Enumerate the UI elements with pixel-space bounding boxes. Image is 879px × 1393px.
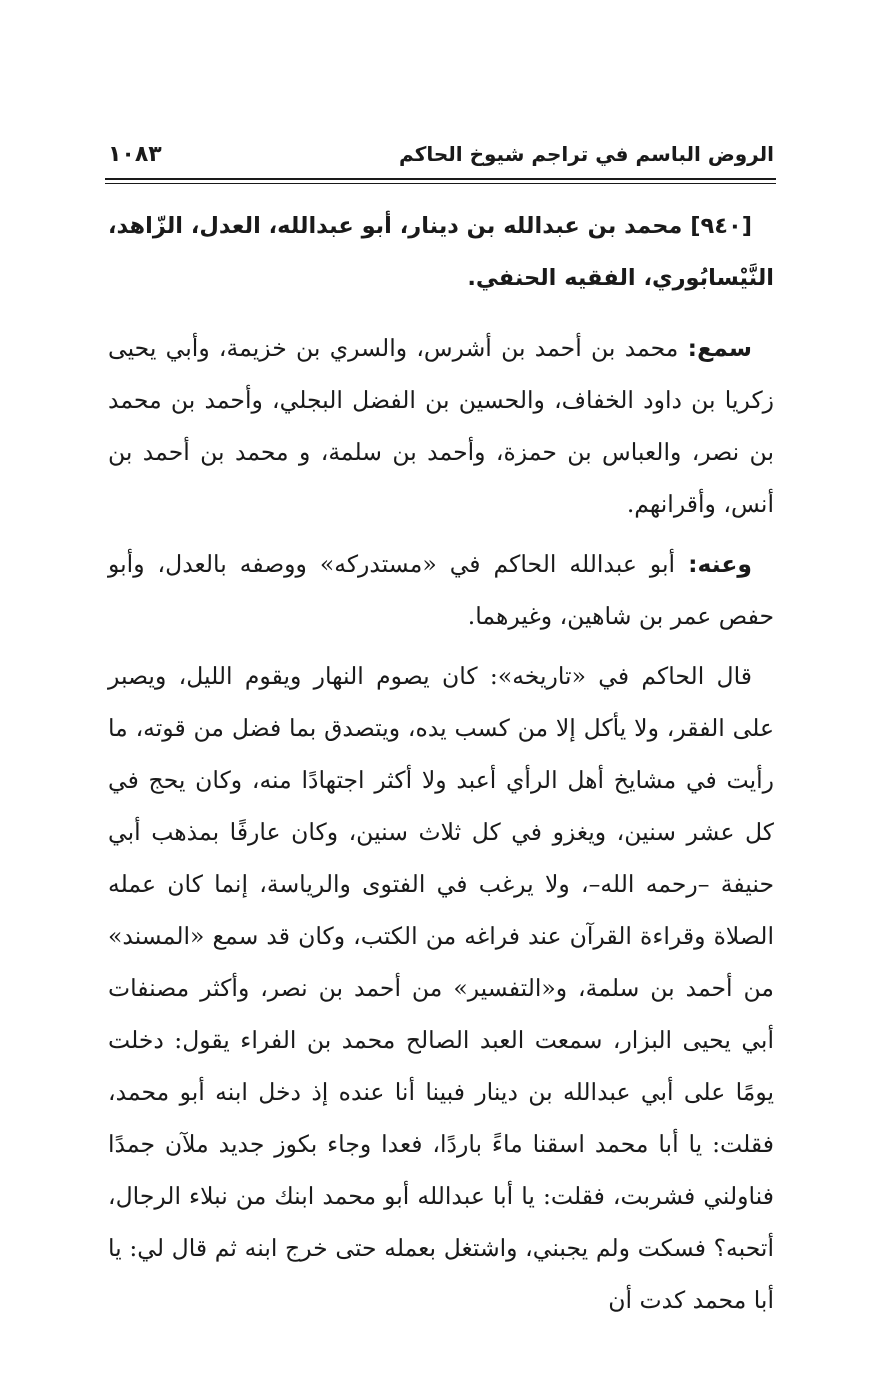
header-rule-thick [105,178,776,180]
heard-text: محمد بن أحمد بن أشرس، والسري بن خزيمة، وأبي يحيى زكريا بن داود الخفاف، والحسين بن الفضل البجلي، وأحمد بن محمد بن نصر، والعباس بن حمزة، وأحمد بن سلمة، و محمد بن أحمد بن أنس، وأقرانهم. [108,334,774,518]
running-header [108,132,774,176]
running-title: الروض الباسم في تراجم شيوخ الحاكم [399,142,774,166]
from-lead: وعنه: [688,550,752,578]
hakim-quote-paragraph: قال الحاكم في «تاريخه»: كان يصوم النهار ويقوم الليل، ويصبر على الفقر، ولا يأكل إلا من كسب يده، ويتصدق بما فضل من قوته، ما رأيت في مشايخ أهل الرأي أعبد ولا أكثر اجتهادًا منه، وكان يحج في كل عشر سنين، ويغزو في كل ثلاث سنين، وكان عارفًا بمذهب أبي حنيفة –رحمه الله–، ولا يرغب في الفتوى والرياسة، إنما كان عمله الصلاة وقراءة القرآن عند فراغه من الكتب، وكان قد سمع «المسند» من أحمد بن سلمة، و«التفسير» من أحمد بن نصر، وأكثر مصنفات أبي يحيى البزار، سمعت العبد الصالح محمد بن الفراء يقول: دخلت يومًا على أبي عبدالله بن دينار فبينا أنا عنده إذ دخل ابنه أبو محمد، فقلت: يا أبا محمد اسقنا ماءً باردًا، فعدا وجاء بكوز جديد ملآن جمدًا فناولني فشربت، فقلت: يا أبا عبدالله أبو محمد ابنك من نبلاء الرجال، أتحبه؟ فسكت ولم يجبني، واشتغل بعمله حتى خرج ابنه ثم قال لي: يا أبا محمد كدت أن [108,662,774,1314]
page-number: ١٠٨٣ [108,141,162,167]
header-rule-thin [105,183,776,184]
narrated-by-paragraph [108,538,774,642]
heard-lead: سمع: [687,334,752,362]
from-text: أبو عبدالله الحاكم في «مستدركه» ووصفه بالعدل، وأبو حفص عمر بن شاهين، وغيرهما. [108,550,774,630]
heard-from-paragraph [108,322,774,530]
page-body [108,200,774,1326]
entry-heading: [٩٤٠] محمد بن عبدالله بن دينار، أبو عبدالله، العدل، الزّاهد، النَّيْسابُوري، الفقيه الحنفي. [108,213,774,291]
